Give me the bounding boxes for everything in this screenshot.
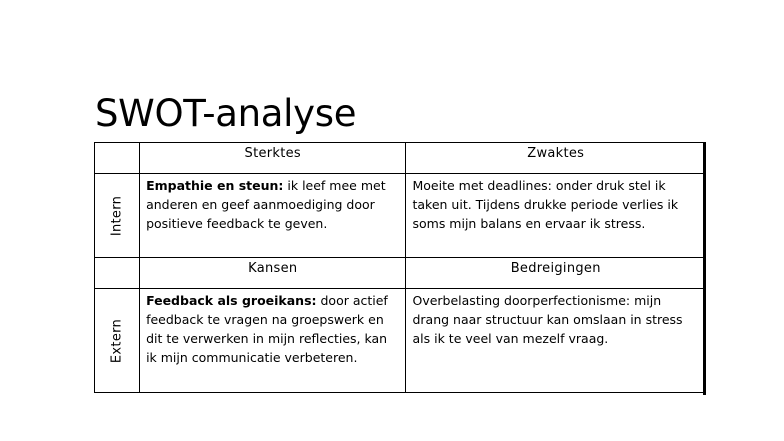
row-label-internal-text: Intern	[109, 195, 125, 236]
table-right-border	[703, 143, 706, 395]
header-strengths	[140, 143, 406, 174]
strength-title: Empathie en steun:	[146, 178, 284, 193]
corner-cell-middle	[95, 258, 140, 289]
opportunity-text: door actief feedback te vragen na groepswerk en dit te verwerken in mijn reflecties, kan ik mijn communicatie verbeteren.	[146, 293, 388, 365]
table-header-row-external	[95, 258, 706, 289]
header-weaknesses	[406, 143, 706, 174]
header-opportunities	[140, 258, 406, 289]
header-threats	[406, 258, 706, 289]
table-row-internal	[95, 174, 706, 258]
header-weaknesses-label: Zwaktes	[527, 146, 585, 161]
cell-strength	[140, 174, 406, 258]
threat-text: Overbelasting doorperfectionisme: mijn drang naar structuur kan omslaan in stress als ik te veel van mezelf vraag.	[412, 293, 683, 346]
header-opportunities-label: Kansen	[248, 261, 298, 276]
table-header-row-internal	[95, 143, 706, 174]
strength-text: ik leef mee met anderen en geef aanmoediging door positieve feedback te geven.	[146, 178, 386, 231]
swot-table	[94, 142, 706, 393]
cell-opportunity	[140, 289, 406, 393]
header-threats-label: Bedreigingen	[510, 261, 601, 276]
corner-cell-top	[95, 143, 140, 174]
row-label-internal	[95, 174, 140, 258]
weakness-text: Moeite met deadlines: onder druk stel ik taken uit. Tijdens drukke periode verlies ik soms mijn balans en ervaar ik stress.	[412, 178, 679, 231]
cell-threat	[406, 289, 706, 393]
table-row-external	[95, 289, 706, 393]
cell-weakness	[406, 174, 706, 258]
header-strengths-label: Sterktes	[244, 146, 302, 161]
row-label-external-text: Extern	[109, 318, 125, 363]
slide-title: SWOT-analyse	[95, 92, 357, 135]
row-label-external	[95, 289, 140, 393]
opportunity-title: Feedback als groeikans:	[146, 293, 317, 308]
